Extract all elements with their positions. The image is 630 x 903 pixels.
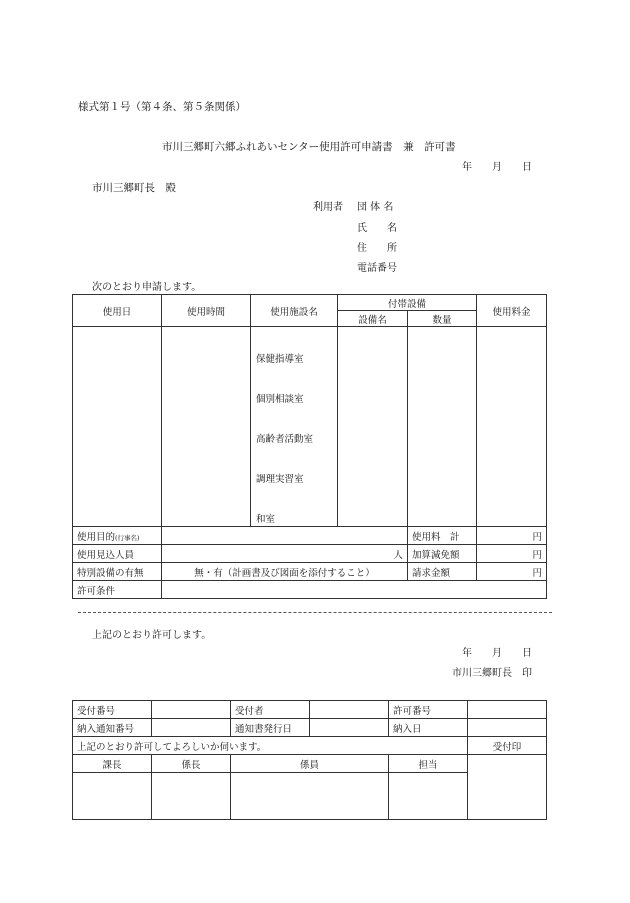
receiver-label: 受付者 [231,701,310,719]
application-table [72,294,547,599]
receipt-no-field[interactable] [152,701,231,719]
billing-yen: 円 [477,563,547,581]
stamp-in-charge[interactable] [389,773,468,820]
fee-total-label: 使用料 計 [408,527,477,545]
header-equip-name: 設備名 [338,311,408,327]
address-label: 住 所 [357,243,397,254]
receipt-no-label: 受付番号 [73,701,152,719]
header-use-date: 使用日 [73,295,162,327]
payment-date-label: 納入日 [389,719,468,737]
stamp-subsection-chief[interactable] [152,773,231,820]
payment-notice-no-label: 納入通知番号 [73,719,152,737]
consult-text: 上記のとおり許可してよろしいか伺います。 [73,737,468,755]
permit-no-label: 許可番号 [389,701,468,719]
conditions-label: 許可条件 [73,581,162,599]
fee-total-yen: 円 [477,527,547,545]
room-japanese-style[interactable]: 和室 [256,514,276,525]
fee-cell[interactable] [477,327,547,527]
receiver-field[interactable] [310,701,389,719]
application-date: 年 月 日 [462,162,532,173]
payment-date-field[interactable] [468,719,547,737]
addressee: 市川三郷町長 殿 [92,182,176,194]
special-equipment-label: 特別設備の有無 [73,563,162,581]
receipt-stamp-box[interactable] [468,755,547,820]
stamp-section-chief[interactable] [73,773,152,820]
special-equipment-value[interactable]: 無・有（計画書及び図面を添付すること） [162,563,408,581]
name-label: 氏 名 [357,223,397,234]
role-section-chief: 課長 [73,755,152,773]
discount-yen: 円 [477,545,547,563]
permit-no-field[interactable] [468,701,547,719]
mayor-seal: 市川三郷町長 印 [452,668,532,679]
equip-name-cell[interactable] [338,327,408,527]
header-quantity: 数量 [408,311,477,327]
attendees-label: 使用見込人員 [73,545,162,563]
group-name-label: 団 体 名 [357,202,394,213]
attendees-field[interactable]: 人 [162,545,408,563]
role-subsection-chief: 係長 [152,755,231,773]
billing-label: 請求金額 [408,563,477,581]
use-date-cell[interactable] [73,327,162,527]
approval-date: 年 月 日 [462,648,532,659]
divider [78,612,552,613]
room-health-guidance[interactable]: 保健指導室 [256,354,304,365]
header-use-time: 使用時間 [162,295,251,327]
header-facility: 使用施設名 [251,295,338,327]
stamp-staff[interactable] [231,773,389,820]
room-consultation[interactable]: 個別相談室 [256,394,304,405]
quantity-cell[interactable] [408,327,477,527]
notice-issue-date-label: 通知書発行日 [231,719,310,737]
role-staff: 係員 [231,755,389,773]
purpose-note: (行事名) [115,533,140,542]
applicant-label: 利用者 [313,202,343,213]
use-time-cell[interactable] [162,327,251,527]
role-in-charge: 担当 [389,755,468,773]
form-id: 様式第１号（第４条、第５条関係） [78,101,246,113]
approval-text: 上記のとおり許可します。 [92,630,212,641]
office-table [72,700,547,820]
facility-list [251,327,338,527]
conditions-field[interactable] [162,581,547,599]
purpose-field[interactable] [162,527,408,545]
header-equipment: 付帯設備 [338,295,477,311]
notice-issue-date-field[interactable] [310,719,389,737]
receipt-stamp-label: 受付印 [468,737,547,755]
room-cooking[interactable]: 調理実習室 [256,474,304,485]
page-title: 市川三郷町六郷ふれあいセンター使用許可申請書 兼 許可書 [162,141,456,153]
header-fee: 使用料金 [477,295,547,327]
purpose-label: 使用目的(行事名) [73,527,162,545]
discount-label: 加算減免額 [408,545,477,563]
room-elderly-activity[interactable]: 高齢者活動室 [256,434,314,445]
request-text: 次のとおり申請します。 [92,282,202,293]
phone-label: 電話番号 [357,263,397,274]
payment-notice-no-field[interactable] [152,719,231,737]
